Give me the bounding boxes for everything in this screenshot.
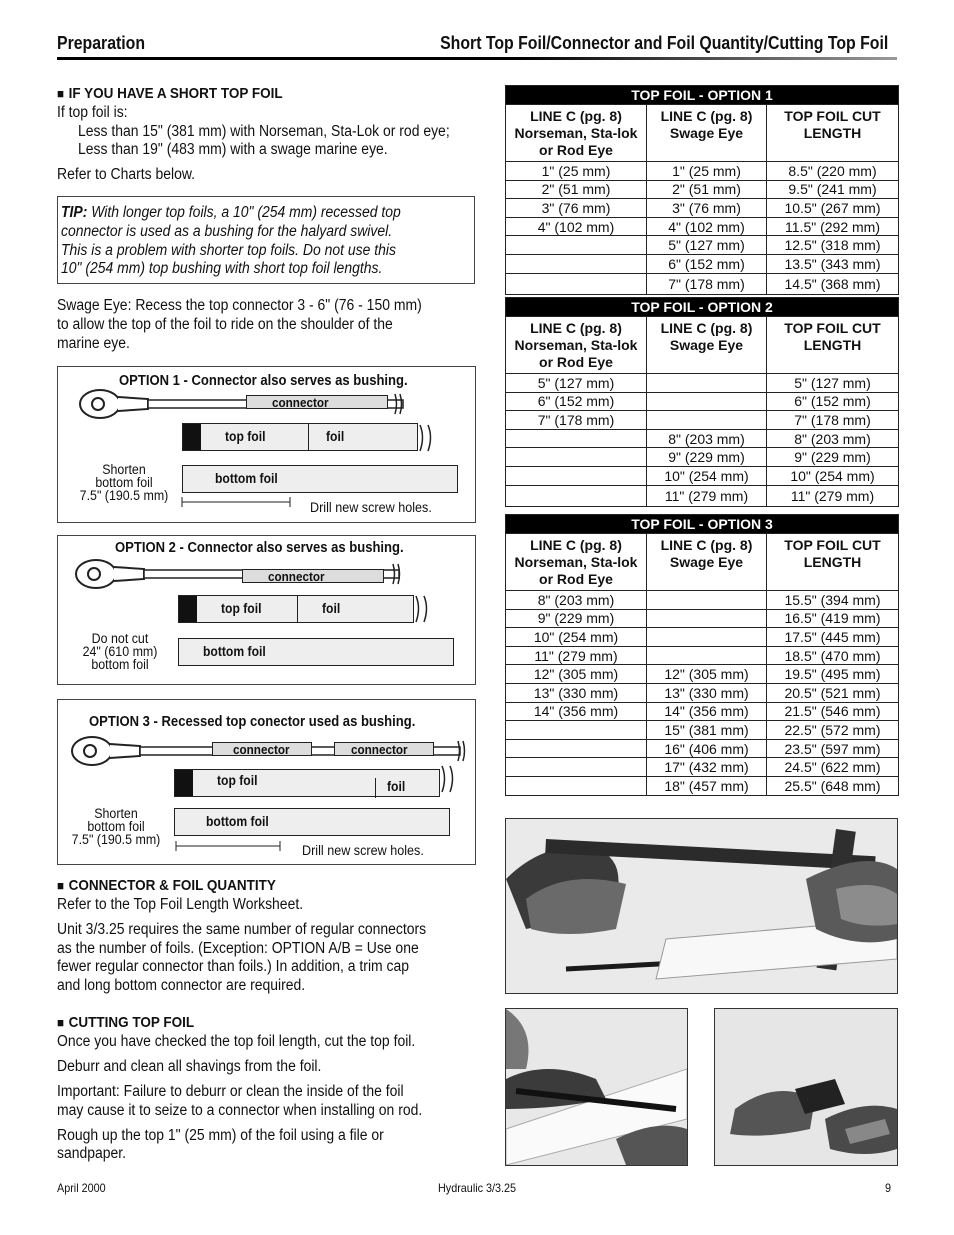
option1-title: OPTION 1 - Connector also serves as bushing. (119, 373, 408, 389)
table-cell: 19.5" (495 mm) (767, 665, 899, 684)
option3-title: OPTION 3 - Recessed top conector used as bushing. (89, 714, 416, 730)
table-cell: 2" (51 mm) (506, 180, 647, 199)
option2-top-foil: top foil foil (178, 595, 414, 623)
table-row (506, 702, 899, 721)
table-cell (647, 411, 767, 430)
short-foil-intro: If top foil is: (57, 104, 128, 121)
header-rule (57, 57, 897, 60)
table-cell (506, 466, 647, 485)
table-cell (506, 739, 647, 758)
connector-qty-p2: as the number of foils. (Exception: OPTION A/B = Use one (57, 940, 419, 957)
table-row (506, 180, 899, 199)
option1-bottom-foil: bottom foil (182, 465, 458, 493)
option3-table (505, 514, 899, 796)
table-row (506, 199, 899, 218)
short-foil-refer: Refer to Charts below. (57, 166, 196, 183)
table-cell: 8" (203 mm) (506, 591, 647, 610)
column-header: LINE C (pg. 8) Swage Eye (647, 317, 767, 374)
tip-label: TIP: (61, 204, 88, 221)
table-cell (647, 646, 767, 665)
table-row (506, 646, 899, 665)
connector-qty-heading: ■ CONNECTOR & FOIL QUANTITY (57, 877, 276, 894)
table-row (506, 217, 899, 236)
table-cell (506, 448, 647, 467)
column-header: TOP FOIL CUT LENGTH (767, 317, 899, 374)
table-cell (506, 273, 647, 294)
short-foil-heading: ■ IF YOU HAVE A SHORT TOP FOIL (57, 85, 283, 102)
table-cell: 5" (127 mm) (647, 236, 767, 255)
table-cell: 11.5" (292 mm) (767, 217, 899, 236)
swage-line2: to allow the top of the foil to ride on the shoulder of the (57, 316, 393, 333)
table-cell: 21.5" (546 mm) (767, 702, 899, 721)
table-cell: 9" (229 mm) (647, 448, 767, 467)
table-cell: 9" (229 mm) (767, 448, 899, 467)
table-row (506, 776, 899, 795)
table-cell: 10" (254 mm) (647, 466, 767, 485)
table-row (506, 374, 899, 393)
column-header: LINE C (pg. 8) Norseman, Sta-lok or Rod Eye (506, 317, 647, 374)
table-row (506, 739, 899, 758)
table-row (506, 609, 899, 628)
table-cell: 4" (102 mm) (647, 217, 767, 236)
table-cell (647, 628, 767, 647)
tip-line1: With longer top foils, a 10" (254 mm) recessed top (87, 204, 401, 221)
table-cell: 12" (305 mm) (506, 665, 647, 684)
table-cell: 11" (279 mm) (767, 485, 899, 506)
table-cell: 8.5" (220 mm) (767, 162, 899, 181)
table-cell: 17.5" (445 mm) (767, 628, 899, 647)
table-cell: 18" (457 mm) (647, 776, 767, 795)
short-foil-line1: Less than 15" (381 mm) with Norseman, Sta-Lok or rod eye; (78, 123, 450, 140)
table-cell (506, 721, 647, 740)
table-cell: 11" (279 mm) (506, 646, 647, 665)
table-cell (506, 254, 647, 273)
swage-line3: marine eye. (57, 335, 130, 352)
table-row (506, 591, 899, 610)
table-row (506, 721, 899, 740)
table-cell: 25.5" (648 mm) (767, 776, 899, 795)
short-foil-line2: Less than 19" (483 mm) with a swage marine eye. (78, 141, 388, 158)
option1-diagram (57, 366, 476, 523)
option1-title: TOP FOIL - OPTION 1 (506, 86, 899, 105)
connector-qty-p1: Unit 3/3.25 requires the same number of regular connectors (57, 921, 427, 938)
table-cell: 14.5" (368 mm) (767, 273, 899, 294)
option2-connector: connector (242, 569, 384, 583)
table-row (506, 162, 899, 181)
table-row (506, 411, 899, 430)
cutting-p3b: may cause it to seize to a connector when installing on rod. (57, 1102, 423, 1119)
swage-line1: Swage Eye: Recess the top connector 3 - 6" (76 - 150 mm) (57, 297, 422, 314)
table-cell (647, 609, 767, 628)
table-cell: 6" (152 mm) (647, 254, 767, 273)
option2-title: OPTION 2 - Connector also serves as bushing. (115, 540, 404, 556)
table-cell: 8" (203 mm) (767, 429, 899, 448)
cutting-p4a: Rough up the top 1" (25 mm) of the foil using a file or (57, 1127, 384, 1144)
table-cell: 10.5" (267 mm) (767, 199, 899, 218)
table-cell: 16.5" (419 mm) (767, 609, 899, 628)
table-cell: 5" (127 mm) (506, 374, 647, 393)
table-cell: 10" (254 mm) (767, 466, 899, 485)
table-row (506, 665, 899, 684)
table-cell: 10" (254 mm) (506, 628, 647, 647)
table-cell: 1" (25 mm) (506, 162, 647, 181)
table-cell: 8" (203 mm) (647, 429, 767, 448)
option3-note: Shorten bottom foil 7.5" (190.5 mm) (71, 806, 161, 847)
table-cell: 17" (432 mm) (647, 758, 767, 777)
table-cell: 7" (178 mm) (506, 411, 647, 430)
tip-line2: connector is used as a bushing for the halyard swivel. (61, 223, 393, 240)
deburr-photo (505, 1008, 688, 1166)
option2-table (505, 297, 899, 507)
table-cell (506, 758, 647, 777)
option3-connector-1: connector (212, 742, 312, 756)
table-cell: 13" (330 mm) (647, 683, 767, 702)
table-cell: 12.5" (318 mm) (767, 236, 899, 255)
table-row (506, 628, 899, 647)
table-row (506, 392, 899, 411)
option1-drill-note: Drill new screw holes. (310, 499, 432, 515)
table-cell: 6" (152 mm) (767, 392, 899, 411)
column-header: TOP FOIL CUT LENGTH (767, 105, 899, 162)
table-cell: 4" (102 mm) (506, 217, 647, 236)
table-cell: 12" (305 mm) (647, 665, 767, 684)
table-cell: 1" (25 mm) (647, 162, 767, 181)
cutting-heading: ■ CUTTING TOP FOIL (57, 1014, 194, 1031)
table-cell: 2" (51 mm) (647, 180, 767, 199)
table-cell: 11" (279 mm) (647, 485, 767, 506)
table-row (506, 273, 899, 294)
file-photo (714, 1008, 898, 1166)
table-cell: 13.5" (343 mm) (767, 254, 899, 273)
option1-top-foil: top foil foil (182, 423, 418, 451)
option3-title: TOP FOIL - OPTION 3 (506, 515, 899, 534)
option2-title: TOP FOIL - OPTION 2 (506, 298, 899, 317)
table-cell (506, 485, 647, 506)
cutting-p3a: Important: Failure to deburr or clean the inside of the foil (57, 1083, 404, 1100)
hacksaw-photo (505, 818, 898, 994)
option3-diagram (57, 699, 476, 865)
table-row (506, 683, 899, 702)
table-cell: 6" (152 mm) (506, 392, 647, 411)
tip-box (57, 196, 475, 284)
table-cell: 22.5" (572 mm) (767, 721, 899, 740)
option2-note: Do not cut 24" (610 mm) bottom foil (82, 631, 158, 672)
table-row (506, 254, 899, 273)
table-cell (647, 591, 767, 610)
table-cell: 9.5" (241 mm) (767, 180, 899, 199)
option1-table (505, 85, 899, 295)
table-cell: 13" (330 mm) (506, 683, 647, 702)
table-row (506, 485, 899, 506)
column-header: TOP FOIL CUT LENGTH (767, 534, 899, 591)
table-cell: 7" (178 mm) (767, 411, 899, 430)
table-cell (506, 429, 647, 448)
table-cell: 15" (381 mm) (647, 721, 767, 740)
table-cell: 7" (178 mm) (647, 273, 767, 294)
table-cell: 3" (76 mm) (647, 199, 767, 218)
connector-qty-p4: and long bottom connector are required. (57, 977, 306, 994)
table-cell: 18.5" (470 mm) (767, 646, 899, 665)
footer-product: Hydraulic 3/3.25 (438, 1181, 517, 1195)
column-header: LINE C (pg. 8) Swage Eye (647, 534, 767, 591)
column-header: LINE C (pg. 8) Norseman, Sta-lok or Rod Eye (506, 105, 647, 162)
table-cell: 20.5" (521 mm) (767, 683, 899, 702)
page-number: 9 (885, 1181, 892, 1195)
connector-qty-refer: Refer to the Top Foil Length Worksheet. (57, 896, 304, 913)
page-title: Short Top Foil/Connector and Foil Quantity/Cutting Top Foil (439, 33, 888, 53)
cutting-p1: Once you have checked the top foil length, cut the top foil. (57, 1033, 416, 1050)
cutting-p4b: sandpaper. (57, 1145, 127, 1162)
table-cell: 3" (76 mm) (506, 199, 647, 218)
table-cell: 14" (356 mm) (647, 702, 767, 721)
table-cell (506, 776, 647, 795)
table-cell: 15.5" (394 mm) (767, 591, 899, 610)
table-cell: 23.5" (597 mm) (767, 739, 899, 758)
table-cell (647, 374, 767, 393)
table-cell: 24.5" (622 mm) (767, 758, 899, 777)
option3-connector-2: connector (334, 742, 434, 756)
column-header: LINE C (pg. 8) Norseman, Sta-lok or Rod Eye (506, 534, 647, 591)
table-cell: 16" (406 mm) (647, 739, 767, 758)
table-row (506, 429, 899, 448)
table-row (506, 466, 899, 485)
option3-top-foil: top foil foil (174, 769, 440, 797)
option1-connector: connector (246, 395, 388, 409)
section-title: Preparation (57, 33, 146, 53)
option3-bottom-foil: bottom foil (174, 808, 450, 836)
table-cell: 9" (229 mm) (506, 609, 647, 628)
table-row (506, 448, 899, 467)
option2-bottom-foil: bottom foil (178, 638, 454, 666)
footer-date: April 2000 (57, 1181, 106, 1195)
option1-note: Shorten bottom foil 7.5" (190.5 mm) (79, 462, 169, 503)
table-cell: 14" (356 mm) (506, 702, 647, 721)
table-row (506, 236, 899, 255)
tip-line4: 10" (254 mm) top bushing with short top foil lengths. (61, 260, 383, 277)
tip-line3: This is a problem with shorter top foils. Do not use this (61, 242, 396, 259)
table-cell (506, 236, 647, 255)
column-header: LINE C (pg. 8) Swage Eye (647, 105, 767, 162)
table-cell: 5" (127 mm) (767, 374, 899, 393)
table-cell (647, 392, 767, 411)
cutting-p2: Deburr and clean all shavings from the foil. (57, 1058, 322, 1075)
option3-drill-note: Drill new screw holes. (302, 842, 424, 858)
connector-qty-p3: fewer regular connector than foils.) In addition, a trim cap (57, 958, 410, 975)
option2-diagram (57, 535, 476, 685)
table-row (506, 758, 899, 777)
